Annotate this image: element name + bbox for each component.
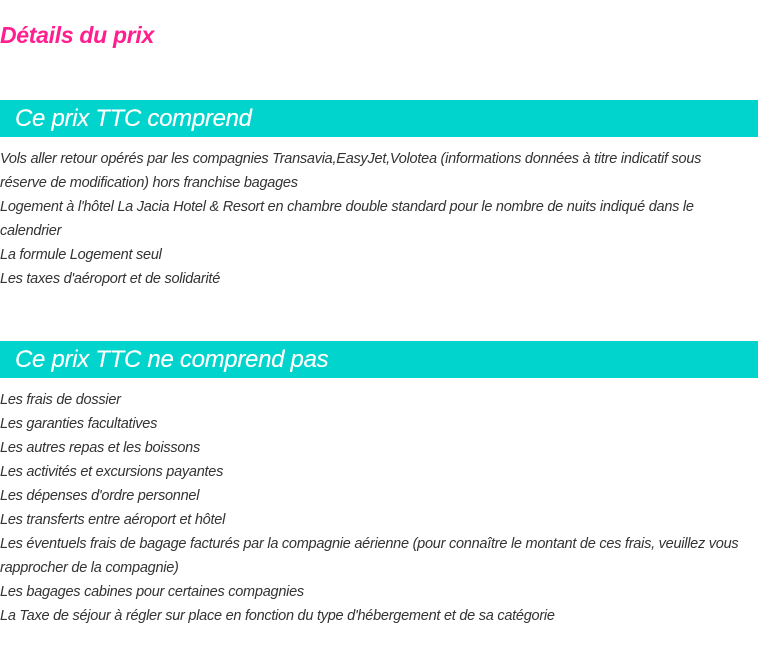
- list-item: Les autres repas et les boissons: [0, 440, 200, 456]
- excluded-header: Ce prix TTC ne comprend pas: [0, 341, 758, 378]
- included-list: [0, 137, 758, 291]
- included-header: Ce prix TTC comprend: [0, 100, 758, 137]
- list-item: Les transferts entre aéroport et hôtel: [0, 512, 226, 528]
- list-item: Les dépenses d'ordre personnel: [0, 488, 200, 504]
- list-item: Les frais de dossier: [0, 392, 121, 408]
- page-title: Détails du prix: [0, 22, 154, 48]
- list-item: La formule Logement seul: [0, 247, 162, 263]
- excluded-list: [0, 378, 758, 628]
- list-item: Les taxes d'aéroport et de solidarité: [0, 271, 221, 287]
- list-item: Les garanties facultatives: [0, 416, 158, 432]
- list-item: Les éventuels frais de bagage facturés par la compagnie aérienne (pour connaître le montant de ces frais, veuillez vous rapprocher de la compagnie): [0, 536, 739, 576]
- list-item: Vols aller retour opérés par les compagnies Transavia,EasyJet,Volotea (informations données à titre indicatif sous réserve de modification) hors franchise bagages: [0, 151, 702, 191]
- list-item: La Taxe de séjour à régler sur place en fonction du type d'hébergement et de sa catégorie: [0, 608, 555, 624]
- list-item: Logement à l'hôtel La Jacia Hotel & Resort en chambre double standard pour le nombre de nuits indiqué dans le calendrier: [0, 199, 694, 239]
- list-item: Les activités et excursions payantes: [0, 464, 224, 480]
- excluded-section: [0, 341, 758, 628]
- list-item: Les bagages cabines pour certaines compagnies: [0, 584, 304, 600]
- included-section: [0, 100, 758, 291]
